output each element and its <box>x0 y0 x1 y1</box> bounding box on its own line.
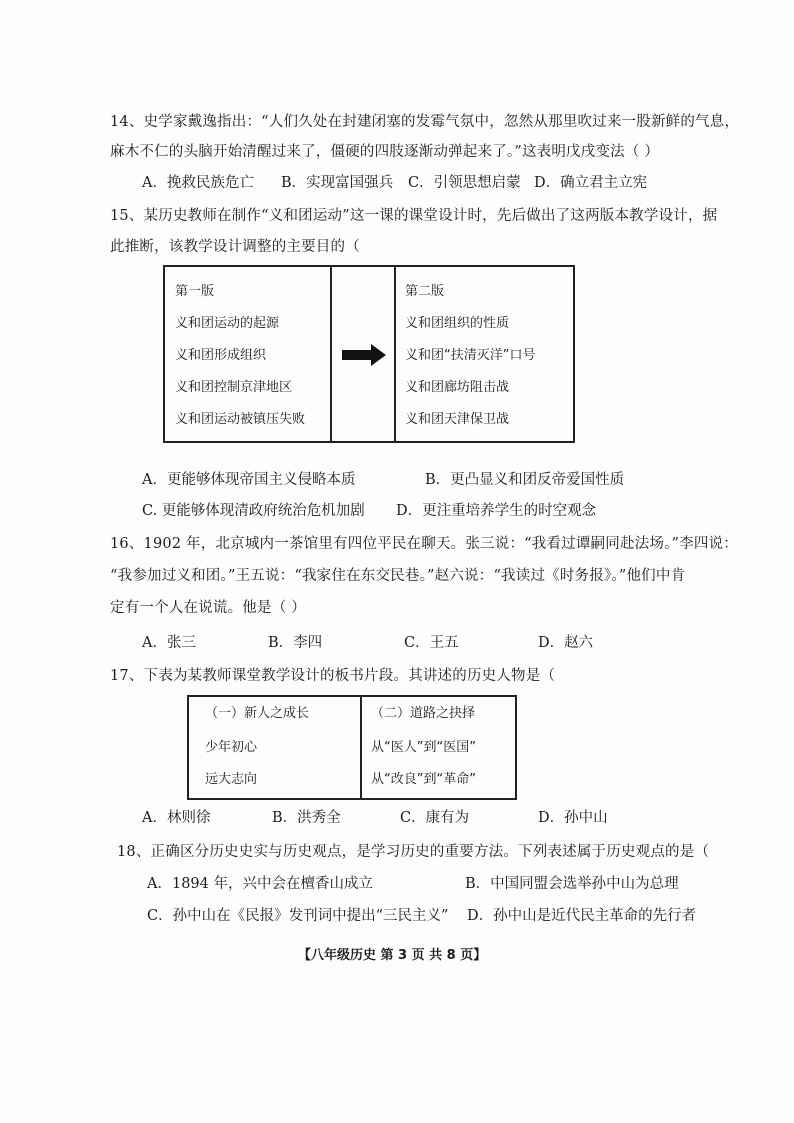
q14-option-c: C．引领思想启蒙 <box>408 175 521 191</box>
path-section-title: （二）道路之抉择 <box>371 706 476 721</box>
first-version-item: 义和团运动被镇压失败 <box>175 412 306 427</box>
q17-option-b: B．洪秀全 <box>272 810 341 826</box>
right-arrow-icon <box>341 343 387 367</box>
q16-line-2: “我参加过义和团。”王五说：“我家住在东交民巷。”赵六说：“我读过《时务报》。”他们中肯 <box>110 568 686 584</box>
q17-option-d: D．孙中山 <box>538 810 608 826</box>
q15-line-1: 15、某历史教师在制作“义和团运动”这一课的课堂设计时，先后做出了这两版本教学设计，据 <box>110 208 718 224</box>
table-divider-right <box>394 267 396 441</box>
q16-line-3: 定有一个人在说谎。他是（ ） <box>110 600 306 616</box>
second-version-item: 义和团“扶清灭洋”口号 <box>405 348 536 363</box>
q15-option-a: A．更能够体现帝国主义侵略本质 <box>142 472 356 488</box>
page-footer: 【八年级历史 第 3 页 共 8 页】 <box>298 948 487 963</box>
first-version-item: 义和团运动的起源 <box>175 316 280 331</box>
second-version-title: 第二版 <box>405 284 445 299</box>
first-version-title: 第一版 <box>175 284 215 299</box>
q15-option-c: C. 更能够体现清政府统治危机加剧 <box>142 503 365 519</box>
growth-section-title: （一）新人之成长 <box>205 706 310 721</box>
q18-option-c: C．孙中山在《民报》发刊词中提出“三民主义” <box>147 908 449 924</box>
q17-board-table <box>187 695 517 800</box>
q14-option-b: B．实现富国强兵 <box>281 175 394 191</box>
q14-line-1: 14、史学家戴逸指出：“人们久处在封建闭塞的发霉气氛中，忽然从那里吹过来一股新鲜的气息， <box>110 114 740 130</box>
q18-option-a: A．1894 年，兴中会在檀香山成立 <box>147 876 373 892</box>
path-section-item: 从“改良”到“革命” <box>371 772 476 787</box>
table-divider <box>360 697 362 798</box>
q18-option-d: D．孙中山是近代民主革命的先行者 <box>467 908 697 924</box>
path-section-item: 从“医人”到“医国” <box>371 740 476 755</box>
q14-option-a: A．挽救民族危亡 <box>142 175 254 191</box>
q16-option-c: C．王五 <box>404 635 459 651</box>
table-divider-left <box>330 267 332 441</box>
q16-option-b: B．李四 <box>268 635 323 651</box>
q16-option-d: D．赵六 <box>538 635 594 651</box>
q14-line-2: 麻木不仁的头脑开始清醒过来了，僵硬的四肢逐渐动弹起来了。”这表明戊戌变法（ ） <box>110 144 660 160</box>
q15-line-2: 此推断，该教学设计调整的主要目的（ <box>110 239 360 255</box>
first-version-item: 义和团控制京津地区 <box>175 380 293 395</box>
q15-design-table <box>163 265 575 443</box>
q17-line-1: 17、下表为某教师课堂教学设计的板书片段。其讲述的历史人物是（ <box>110 668 556 684</box>
growth-section-item: 远大志向 <box>205 772 258 787</box>
q17-option-a: A．林则徐 <box>142 810 211 826</box>
q16-line-1: 16、1902 年，北京城内一茶馆里有四位平民在聊天。张三说：“我看过谭嗣同赴法场。”李四说： <box>110 536 738 552</box>
q17-option-c: C．康有为 <box>400 810 470 826</box>
second-version-item: 义和团廊坊阻击战 <box>405 380 510 395</box>
q18-line-1: 18、正确区分历史史实与历史观点，是学习历史的重要方法。下列表述属于历史观点的是（ <box>117 844 710 860</box>
growth-section-item: 少年初心 <box>205 740 258 755</box>
first-version-item: 义和团形成组织 <box>175 348 267 363</box>
q15-option-d: D．更注重培养学生的时空观念 <box>396 503 597 519</box>
q18-option-b: B．中国同盟会选举孙中山为总理 <box>465 876 679 892</box>
second-version-item: 义和团天津保卫战 <box>405 412 510 427</box>
q14-option-d: D．确立君主立宪 <box>534 175 648 191</box>
second-version-item: 义和团组织的性质 <box>405 316 510 331</box>
q15-option-b: B．更凸显义和团反帝爱国性质 <box>425 472 625 488</box>
q16-option-a: A．张三 <box>142 635 196 651</box>
